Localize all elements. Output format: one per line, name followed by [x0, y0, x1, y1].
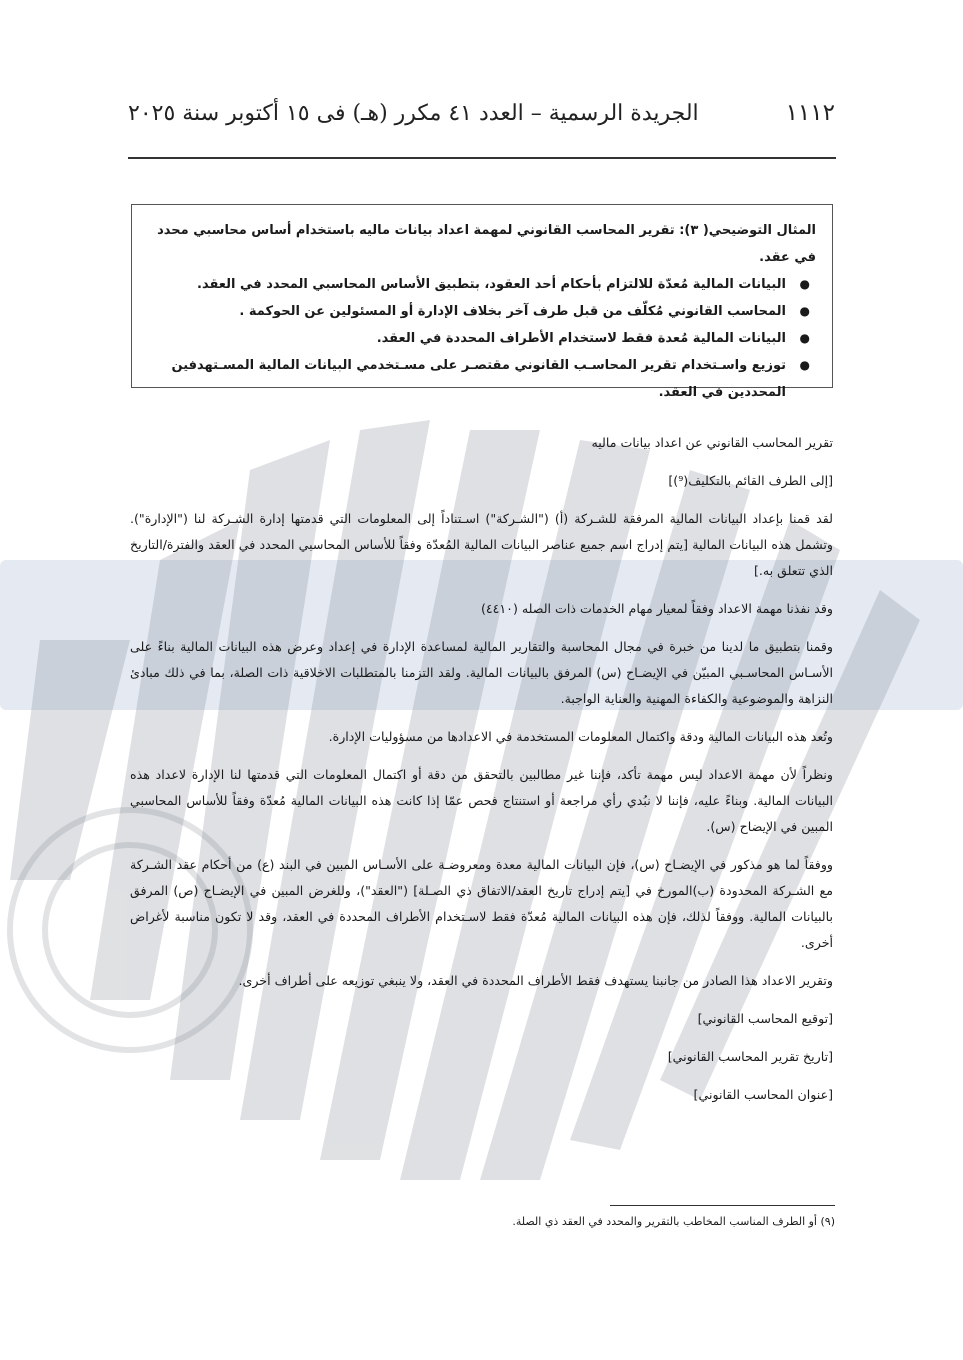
bullet-icon: ● [799, 331, 810, 345]
bullet-text: البيانات المالية مُعدّة للالتزام بأحكام أحد العقود، بتطبيق الأساس المحاسبي المحدد في العقد. [197, 277, 786, 292]
paragraph-expertise: وقمنا بتطبيق ما لدينا من خبرة في مجال المحاسبة والتقارير المالية لمساعدة الإدارة في إعداد وعرض هذه البيانات المالية بناءً على الأسـاس المحاسـبي المبيّن في الإيضـاح (س) المرفق بالبيانات المالية. ولقد التزمنا بالمتطلبات الاخلاقية ذات الصلة، بما في ذلك مبادئ النزاهة والموضوعية والكفاءة المهنية والعناية الواجبة. [130, 639, 833, 706]
paragraph-distribution: وتقرير الاعداد هذا الصادر من جانبنا يستهدف فقط الأطراف المحددة في العقد، ولا ينبغي توزيعه على أطراف أخرى. [238, 973, 833, 988]
gazette-header-title: الجريدة الرسمية – العدد ٤١ مكرر (هـ) فى ١٥ أكتوبر سنة ٢٠٢٥ [128, 101, 699, 126]
footnote: (٩) أو الطرف المناسب المخاطب بالتقرير والمحدد في العقد ذي الصلة. [512, 1215, 835, 1228]
bullet-icon: ● [799, 304, 810, 318]
report-addressee: [إلى الطرف القائم بالتكليف(⁹)] [668, 473, 833, 488]
bullet-icon: ● [799, 358, 810, 372]
header-divider [128, 157, 836, 159]
report-body [130, 430, 833, 1120]
report-title: تقرير المحاسب القانوني عن اعداد بيانات ماليه [591, 435, 833, 450]
bullet-text: البيانات المالية مُعدة فقط لاستخدام الأطراف المحددة في العقد. [376, 331, 786, 346]
bullet-icon: ● [799, 277, 810, 291]
footnote-divider [610, 1205, 835, 1206]
list-item [152, 271, 810, 298]
paragraph-management-responsibility: وتُعد هذه البيانات المالية ودقة واكتمال المعلومات المستخدمة في الاعدادها من مسؤوليات الإدارة. [328, 729, 833, 744]
illustrative-example-box [131, 204, 833, 400]
accountant-address-placeholder: [عنوان المحاسب القانوني] [693, 1087, 833, 1102]
paragraph-no-assurance: ونظراً لأن مهمة الاعداد ليس مهمة تأكد، فإننا غير مطالبين بالتحقق من دقة أو اكتمال المعلومات التي قدمتها لنا الإدارة لاعداد هذه البيانات المالية. وبناءً عليه، فإننا لا نبُدي رأي مراجعة أو استنتاج فحص عمّا إذا كانت هذه البيانات المالية مُعدّة وفقاً للأساس المحاسبي المبين في الإيضاح (س). [130, 767, 833, 834]
list-item [152, 298, 810, 325]
paragraph-scope: لقد قمنا بإعداد البيانات المالية المرفقة للشـركة (أ) ("الشـركة") اسـتناداً إلى المعلومات التي قدمتها إدارة الشـركة لنا ("الإدارة"). وتشمل هذه البيانات المالية [يتم إدراج اسم جميع عناصر البيانات المالية المُعدّة وفقاً للأساس المحاسبي المحدد في العقد والفترة/التاريخ الذي تتعلق به.] [130, 511, 833, 578]
paragraph-basis-of-accounting: ووفقاً لما هو مذكور في الإيضـاح (س)، فإن البيانات المالية معدة ومعروضـة على الأسـاس المبين في البند (ع) من أحكام عقد الشـركة مع الشـركة المحدودة (ب)المورخ في [يتم إدراج تاريخ العقد/الاتفاق ذي الصـلة] ("العقد")، وللغرض المبين في الإيضـاح (ص) المرفق بالبيانات المالية. ووفقاً لذلك، فإن هذه البيانات المالية مُعدّة فقط لاسـتخدام الأطراف المحددة في العقد، وقد لا تكون مناسبة لأغراض أخرى. [130, 857, 833, 950]
bullet-text: توزيع واسـتخدام تقرير المحاسـب القانوني مقتصـر على مسـتخدمي البيانات المالية المسـتهدفين المحددين في العقد. [171, 358, 786, 400]
page-header [128, 100, 835, 144]
example-bullet-list [152, 271, 816, 406]
report-date-placeholder: [تاريخ تقرير المحاسب القانوني] [667, 1049, 833, 1064]
list-item [152, 352, 810, 406]
bullet-text: المحاسب القانوني مُكلّف من قبل طرف آخر بخلاف الإدارة أو المسئولين عن الحوكمة . [239, 304, 786, 319]
page-number: ١١١٢ [785, 100, 835, 126]
signature-placeholder: [توقيع المحاسب القانوني] [697, 1011, 833, 1026]
example-heading: المثال التوضيحي( ٣): تقرير المحاسب القانوني لمهمة اعداد بيانات ماليه باستخدام أساس محاسبي محدد في عقد. [157, 223, 816, 265]
paragraph-standard: وقد نفذنا مهمة الاعداد وفقاً لمعيار مهام الخدمات ذات الصله (٤٤١٠) [480, 601, 833, 616]
list-item [152, 325, 810, 352]
